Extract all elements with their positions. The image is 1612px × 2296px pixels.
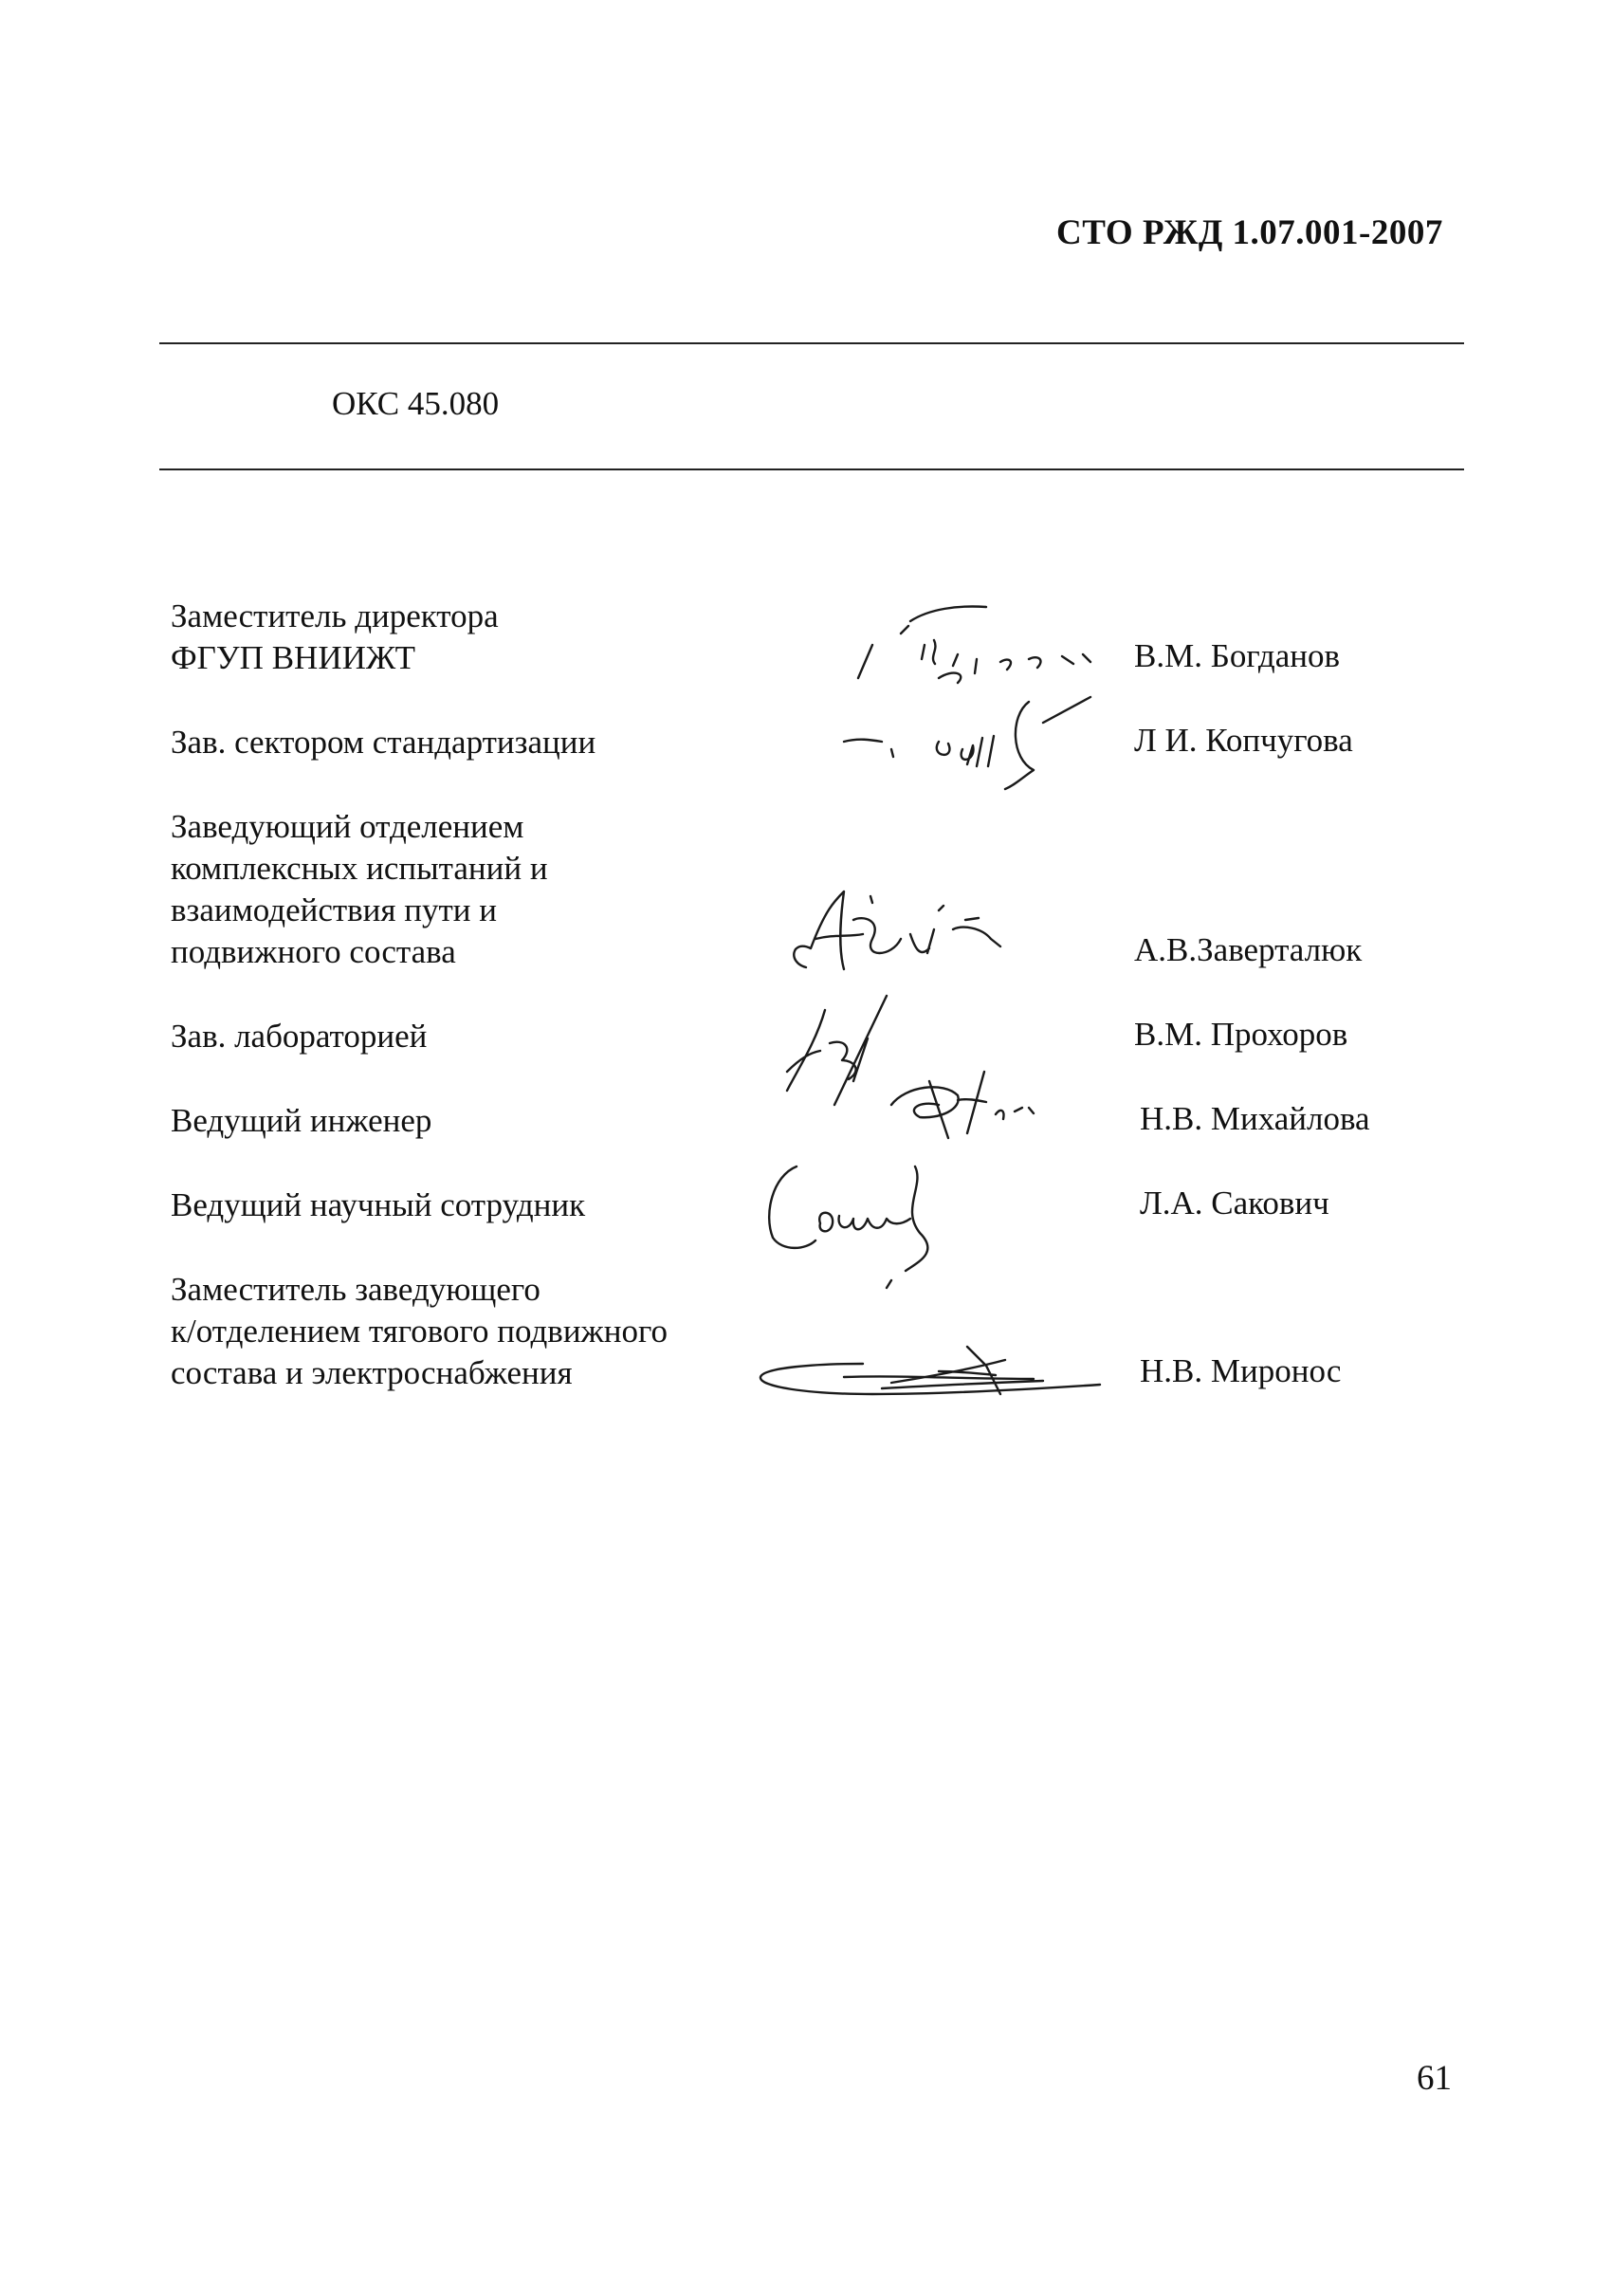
signatory-role: Ведущий инженер — [171, 1102, 432, 1139]
signatory-name: Н.В. Михайлова — [1140, 1100, 1370, 1137]
signatory-role: Зав. лабораторией — [171, 1018, 428, 1055]
oks-classifier: ОКС 45.080 — [332, 385, 500, 422]
signatory-role: Заведующий отделением комплексных испытаний и взаимодействия пути и подвижного состава — [171, 808, 548, 970]
signatory-name: В.М. Прохоров — [1134, 1016, 1348, 1053]
signature-kopchugova — [834, 683, 1147, 797]
signature-mikhaylova — [872, 1053, 1090, 1157]
bottom-rule — [159, 468, 1464, 470]
signatory-name: Л.А. Сакович — [1140, 1185, 1329, 1221]
signatory-role: Заместитель заведующего к/отделением тягового подвижного состава и электроснабжения — [171, 1271, 668, 1391]
signatory-role: Ведущий научный сотрудник — [171, 1186, 586, 1223]
signature-mironos — [749, 1328, 1109, 1432]
signature-sakovich — [749, 1148, 986, 1290]
document-code: СТО РЖД 1.07.001-2007 — [1056, 213, 1443, 252]
signature-zavertalyuk — [759, 882, 1005, 986]
signatory-name: Л И. Копчугова — [1134, 722, 1353, 759]
signatory-role: Зав. сектором стандартизации — [171, 724, 596, 761]
signatory-name: В.М. Богданов — [1134, 637, 1341, 674]
page-number: 61 — [1417, 2059, 1452, 2098]
signatory-role: Заместитель директора ФГУП ВНИИЖТ — [171, 597, 499, 676]
top-rule — [159, 342, 1464, 344]
signatory-name: А.В.Заверталюк — [1134, 931, 1363, 968]
signatory-name: Н.В. Миронос — [1140, 1352, 1342, 1389]
